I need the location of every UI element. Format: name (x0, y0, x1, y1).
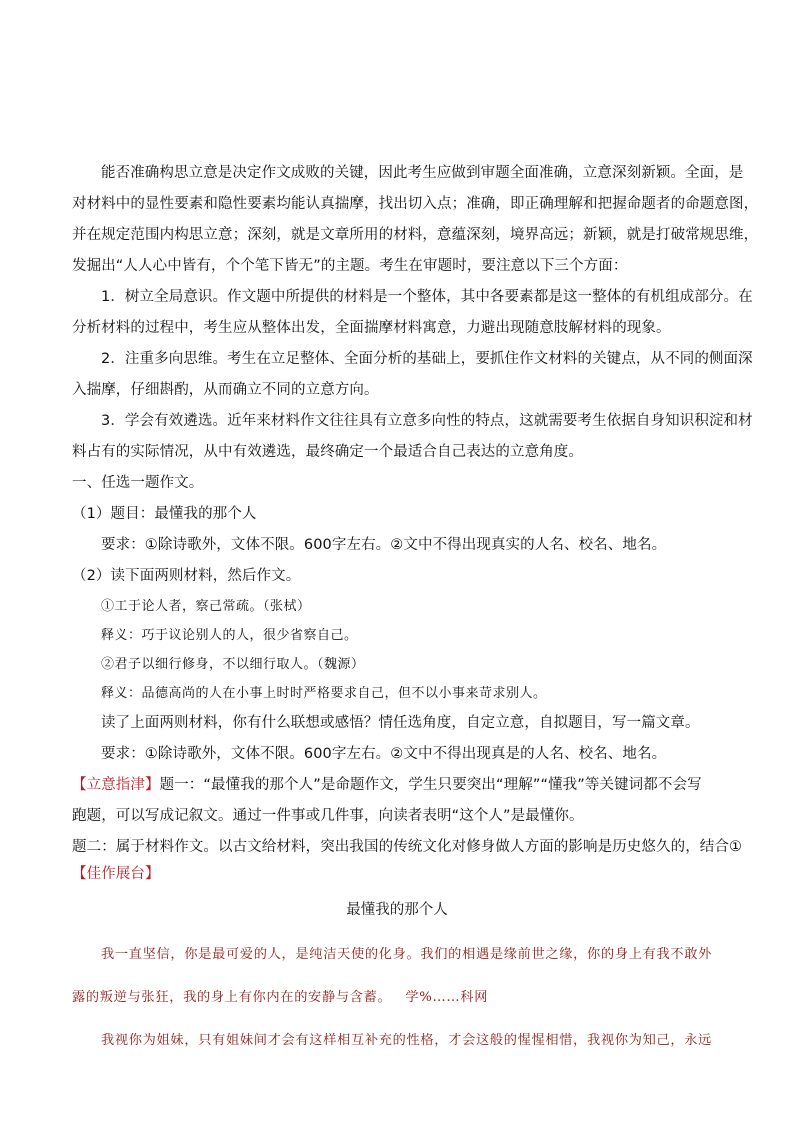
essay-line: 我一直坚信，你是最可爱的人，是纯洁天使的化身。我们的相遇是缘前世之缘，你的身上有我不敢外 (101, 946, 713, 962)
material-1-explanation: 释义：巧于议论别人的人，很少省察自己。 (101, 628, 358, 643)
question-1-requirement: 要求：①除诗歌外，文体不限。600字左右。②文中不得出现真实的人名、校名、地名。 (101, 537, 667, 553)
point-line: 3．学会有效遴选。近年来材料作文往往具有立意多向性的特点，这就需要考生依据自身知识积淀和材 (101, 413, 753, 429)
task-heading: 一、任选一题作文。 (72, 475, 204, 491)
point-line: 1．树立全局意识。作文题中所提供的材料是一个整体，其中各要素都是这一整体的有机组成部分。在 (101, 289, 753, 305)
point-line: 入揣摩，仔细斟酌，从而确立不同的立意方向。 (72, 382, 379, 398)
material-2: ②君子以细行修身，不以细行取人。（魏源） (101, 657, 365, 672)
intro-line: 发掘出“人人心中皆有，个个笔下皆无”的主题。考生在审题时，要注意以下三个方面： (72, 258, 628, 274)
question-1-title: （1）题目：最懂我的那个人 (72, 506, 257, 522)
intro-line: 并在规定范围内构思立意；深刻，就是文章所用的材料，意蕴深刻，境界高远；新颖，就是打破常规思维， (72, 227, 759, 243)
material-1: ①工于论人者，察己常疏。（张栻） (101, 599, 311, 614)
document-page (72, 158, 759, 1069)
point-3 (72, 406, 753, 468)
point-line: 2．注重多向思维。考生在立足整体、全面分析的基础上，要抓住作文材料的关键点，从不同的侧面深 (101, 351, 753, 367)
point-line: 分析材料的过程中，考生应从整体出发，全面揣摩材料寓意，力避出现随意肢解材料的现象。 (72, 320, 671, 336)
essay-title: 最懂我的那个人 (346, 902, 448, 918)
guide-line: 跑题，可以写成记叙文。通过一件事或几件事，向读者表明“这个人”是最懂你。 (72, 808, 584, 824)
essay-text: 露的叛逆与张狂，我的身上有你内在的安静与含蓄。 (72, 989, 392, 1005)
showcase-label: 【佳作展台】 (72, 866, 160, 882)
question-2-requirement: 要求：①除诗歌外，文体不限。600字左右。②文中不得出现真是的人名、校名、地名。 (101, 746, 667, 762)
essay-line (72, 983, 722, 1013)
guide-line: 题二：属于材料作文。以古文给材料，突出我国的传统文化对修身做人方面的影响是历史悠久的，结合① (72, 839, 743, 855)
question-2-prompt: 读了上面两则材料，你有什么联想或感悟？情任选角度，自定立意，自拟题目，写一篇文章。 (101, 715, 700, 731)
showcase-section (72, 863, 722, 1056)
point-1 (72, 282, 753, 344)
question-2-title: （2）读下面两则材料，然后作文。 (72, 568, 301, 584)
guide-line (72, 770, 722, 801)
point-2 (72, 344, 753, 406)
intro-paragraph (72, 158, 759, 282)
point-line: 料占有的实际情况，从中有效遴选，最终确定一个最适合自己表达的立意角度。 (72, 444, 583, 460)
guide-text: 题一：“最懂我的那个人”是命题作文，学生只要突出“理解”“懂我”等关键词都不会写 (159, 777, 702, 793)
intro-line: 能否准确构思立意是决定作文成败的关键，因此考生应做到审题全面准确，立意深刻新颖。全面，是 (101, 165, 744, 181)
watermark-text: 学%……科网 (405, 989, 489, 1005)
guide-label: 【立意指津】 (72, 777, 160, 793)
essay-line: 我视你为姐妹，只有姐妹间才会有这样相互补充的性格，才会这般的惺惺相惜，我视你为知己，永远 (101, 1032, 713, 1048)
intro-line: 对材料中的显性要素和隐性要素均能认真揣摩，找出切入点；准确，即正确理解和把握命题者的命题意图， (72, 196, 759, 212)
guide-section (72, 770, 743, 863)
material-2-explanation: 释义：品德高尚的人在小事上时时严格要求自己，但不以小事来苛求别人。 (101, 686, 547, 701)
